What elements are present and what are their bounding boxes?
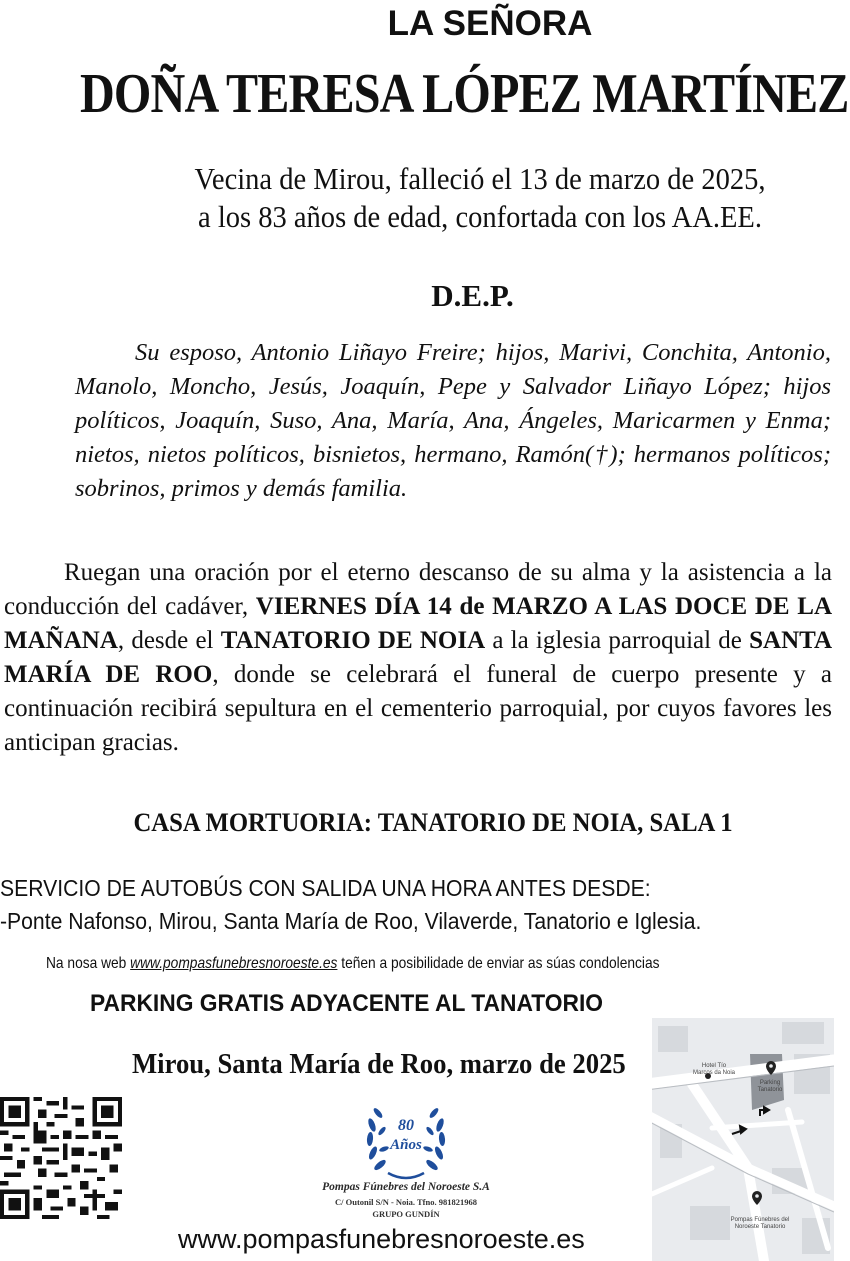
dep-text: D.E.P. bbox=[431, 278, 514, 313]
title-line: LA SEÑORA bbox=[387, 4, 593, 43]
funeral-text-1: Ruegan una oración por el eterno descanso de su alma y la asistencia a la conducción del cadáver, bbox=[4, 559, 832, 620]
funeral-paragraph bbox=[4, 556, 832, 760]
funeral-origin: TANATORIO DE NOIA bbox=[220, 627, 486, 654]
family-text: Su esposo, Antonio Liñayo Freire; hijos, Marivi, Conchita, Antonio, Manolo, Moncho, Jesús, Joaquín, Pepe y Salvador Liñayo López; hijos políticos, Joaquín, Suso, Ana, María, Ana, Ángeles, Maricarmen y Enma; nietos, nietos políticos, bisnietos, hermano, Ramón(†); hermanos políticos; sobrinos, primos y demás familia. bbox=[75, 339, 831, 502]
family-paragraph bbox=[75, 336, 831, 506]
casa-mortuoria: CASA MORTUORIA: TANATORIO DE NOIA, SALA 1 bbox=[133, 808, 733, 837]
badge-years-number: 80 bbox=[398, 1117, 414, 1134]
intro-line-1: Vecina de Mirou, falleció el 13 de marzo de 2025, bbox=[194, 161, 766, 196]
condolences-suffix: teñen a posibilidade de enviar as súas condolencias bbox=[337, 955, 660, 972]
condolences-link[interactable]: www.pompasfunebresnoroeste.es bbox=[130, 955, 338, 972]
funeral-text-2: , desde el bbox=[117, 627, 221, 654]
bus-service-heading: SERVICIO DE AUTOBÚS CON SALIDA UNA HORA ANTES DESDE: bbox=[0, 875, 651, 901]
funeral-text-4: , donde se celebrará el funeral de cuerpo presente y a continuación recibirá sepultura en el cementerio parroquial, por cuyos favores les anticipan gracias. bbox=[4, 661, 832, 756]
funeral-date: VIERNES DÍA 14 de MARZO A LAS DOCE DE LA MAÑANA bbox=[4, 593, 832, 654]
place-date: Mirou, Santa María de Roo, marzo de 2025 bbox=[132, 1048, 626, 1080]
intro-text bbox=[149, 160, 811, 236]
funeral-church: SANTA MARÍA DE ROO bbox=[4, 627, 832, 688]
bus-service-stops: -Ponte Nafonso, Mirou, Santa María de Roo, Vilaverde, Tanatorio e Iglesia. bbox=[0, 908, 702, 934]
laurel-badge-icon bbox=[358, 1097, 454, 1185]
condolences-prefix: Na nosa web bbox=[46, 955, 131, 972]
laurel-wreath-graphic bbox=[358, 1097, 454, 1185]
company-group: GRUPO GUNDÍN bbox=[372, 1209, 440, 1219]
company-name: Pompas Fúnebres del Noroeste S.A bbox=[322, 1181, 490, 1193]
badge-years-word: Años bbox=[390, 1137, 422, 1153]
qr-code-graphic bbox=[0, 1097, 122, 1219]
location-map[interactable] bbox=[652, 1018, 834, 1261]
website-url[interactable]: www.pompasfunebresnoroeste.es bbox=[178, 1224, 585, 1254]
company-logo bbox=[300, 1097, 512, 1227]
map-funeral-home-label: Pompas Fúnebres del Noroeste Tanatorio bbox=[730, 1217, 790, 1230]
deceased-name: DOÑA TERESA LÓPEZ MARTÍNEZ bbox=[80, 63, 849, 125]
company-address: C/ Outonil S/N - Noia. Tfno. 981821968 bbox=[334, 1197, 477, 1207]
map-hotel-label: Hotel Tío Marcos da Noia bbox=[692, 1063, 736, 1076]
intro-line-2: a los 83 años de edad, confortada con los AA.EE. bbox=[198, 199, 762, 234]
map-parking-label: Parking Tanatorio bbox=[757, 1080, 783, 1093]
funeral-text-3: a la iglesia parroquial de bbox=[485, 627, 750, 654]
qr-code-icon[interactable] bbox=[0, 1097, 122, 1219]
condolences-note bbox=[46, 955, 700, 973]
parking-note: PARKING GRATIS ADYACENTE AL TANATORIO bbox=[90, 990, 604, 1017]
